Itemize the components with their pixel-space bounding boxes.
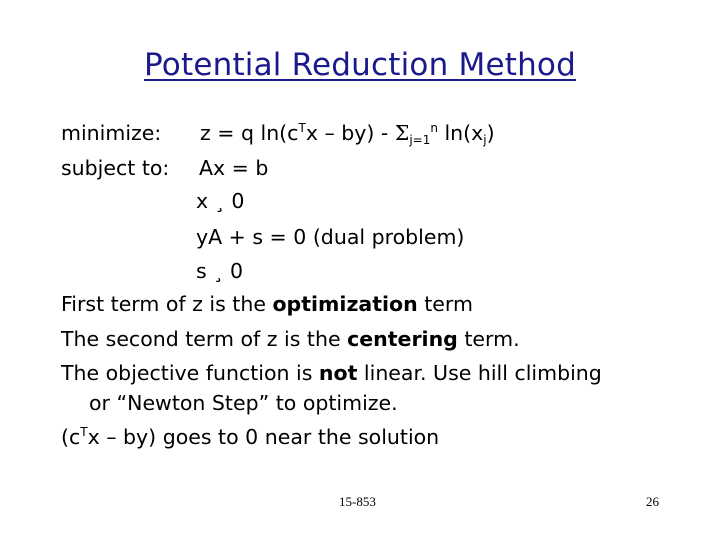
objective-suffix: linear. Use hill climbing [357,361,602,385]
text-line-objective [61,360,602,386]
text-line-newton: or “Newton Step” to optimize. [89,391,398,415]
second-term-bold: centering [347,327,458,351]
objective-close: ) [486,121,495,145]
objective-text: The objective function is [61,361,319,385]
objective-part-xby: x – by) - [305,121,395,145]
sum-superscript: n [430,121,438,135]
solution-superscript: T [80,425,88,439]
objective-bold: not [318,361,358,385]
objective-part-lnx: ln(x [437,121,484,145]
solution-text: x – by) goes to 0 near the solution [87,425,440,449]
footer-course: 15-853 [339,494,376,509]
footer-page-number: 26 [646,494,659,509]
x-subscript: j [483,133,487,147]
second-term-text: The second term of z is the [61,327,348,351]
solution-prefix: (c [61,425,81,449]
text-line-second-term [61,326,520,352]
first-term-text: First term of z is the [61,292,273,316]
text-line-solution [61,424,439,450]
sigma-symbol: Σ [394,121,410,145]
constraint-4: s ¸ 0 [196,259,244,283]
constraint-3: yA + s = 0 (dual problem) [196,225,465,249]
sum-subscript: j=1 [409,133,431,147]
objective-expression [200,120,495,146]
transpose-superscript: T [298,121,306,135]
objective-part-z: z = q ln(c [200,121,299,145]
slide-title: Potential Reduction Method [144,47,576,83]
constraint-2: x ¸ 0 [196,189,245,213]
minimize-label: minimize: [61,121,162,145]
second-term-suffix: term. [457,327,520,351]
subject-to-label: subject to: [61,156,170,180]
first-term-bold: optimization [272,292,418,316]
text-line-first-term [61,291,473,317]
constraint-1: Ax = b [199,156,269,180]
first-term-suffix: term [417,292,473,316]
